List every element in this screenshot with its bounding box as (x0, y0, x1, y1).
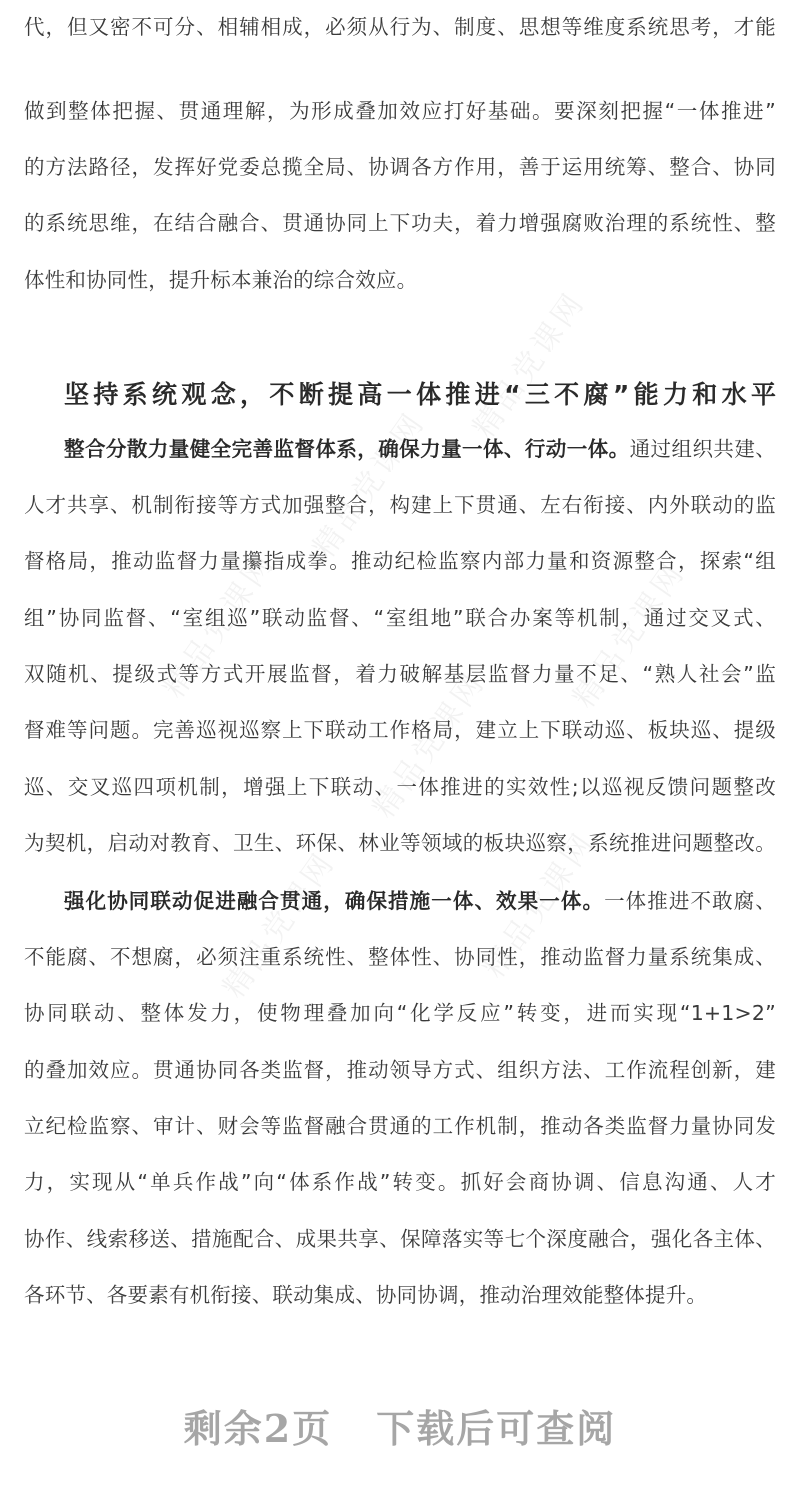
paragraph-lead-bold: 强化协同联动促进融合贯通，确保措施一体、效果一体。 (64, 889, 605, 913)
body-text-line: 为契机，启动对教育、卫生、环保、林业等领域的板块巡察，系统推进问题整改。 (24, 831, 776, 855)
watermark: 精品党课网 (476, 825, 603, 985)
body-text-line: 体性和协同性，提升标本兼治的综合效应。 (24, 268, 418, 292)
body-text-line: 督难等问题。完善巡视巡察上下联动工作格局，建立上下联动巡、板块巡、提级 (24, 718, 776, 742)
body-text-line: 各环节、各要素有机衔接、联动集成、协同协调，推动治理效能整体提升。 (24, 1283, 708, 1307)
watermark: 精品党课网 (466, 285, 593, 445)
section-heading: 坚持系统观念，不断提高一体推进“三不腐”能力和水平 (64, 380, 776, 409)
body-text-line: 协作、线索移送、措施配合、成果共享、保障落实等七个深度融合，强化各主体、 (24, 1227, 776, 1251)
body-text-line: 督格局，推动监督力量攥指成拳。推动纪检监察内部力量和资源整合，探索“组 (24, 549, 776, 573)
body-text-line: 不能腐、不想腐，必须注重系统性、整体性、协同性，推动监督力量系统集成、 (24, 945, 776, 969)
watermark: 精品党课网 (366, 665, 493, 825)
body-text-line: 双随机、提级式等方式开展监督，着力破解基层监督力量不足、“熟人社会”监 (24, 662, 776, 686)
paragraph-lead-bold: 整合分散力量健全完善监督体系，确保力量一体、行动一体。 (64, 437, 630, 461)
body-text-line: 的叠加效应。贯通协同各类监督，推动领导方式、组织方法、工作流程创新，建 (24, 1058, 776, 1082)
remaining-pages-label: 剩余2页 (183, 1406, 333, 1451)
body-text-line: 人才共享、机制衔接等方式加强整合，构建上下贯通、左右衔接、内外联动的监 (24, 493, 776, 517)
body-text-line: 做到整体把握、贯通理解，为形成叠加效应打好基础。要深刻把握“一体推进” (24, 99, 776, 123)
body-text-line: 代，但又密不可分、相辅相成，必须从行为、制度、思想等维度系统思考，才能 (24, 15, 776, 39)
body-text-line: 立纪检监察、审计、财会等监督融合贯通的工作机制，推动各类监督力量协同发 (24, 1114, 776, 1138)
watermark: 精品党课网 (566, 555, 693, 715)
watermark: 精品党课网 (156, 545, 283, 705)
paragraph-lead-line (64, 886, 776, 916)
body-text-line: 协同联动、整体发力，使物理叠加向“化学反应”转变，进而实现“1+1>2” (24, 1001, 776, 1025)
body-text-line: 组”协同监督、“室组巡”联动监督、“室组地”联合办案等机制，通过交叉式、 (24, 606, 776, 630)
body-text-line: 巡、交叉巡四项机制，增强上下联动、一体推进的实效性;以巡视反馈问题整改 (24, 775, 776, 799)
body-text-line: 的方法路径，发挥好党委总揽全局、协调各方作用，善于运用统筹、整合、协同 (24, 155, 776, 179)
paragraph-lead-text: 一体推进不敢腐、 (604, 889, 776, 913)
body-text-line: 力，实现从“单兵作战”向“体系作战”转变。抓好会商协调、信息沟通、人才 (24, 1170, 776, 1194)
paragraph-lead-text: 通过组织共建、 (629, 437, 776, 461)
watermark: 精品党课网 (306, 405, 433, 565)
paragraph-lead-line (64, 434, 776, 464)
watermark: 精品党课网 (216, 845, 343, 1005)
body-text-line: 的系统思维，在结合融合、贯通协同上下功夫，着力增强腐败治理的系统性、整 (24, 211, 776, 235)
download-prompt[interactable] (0, 1398, 800, 1453)
download-to-view-label: 下载后可查阅 (376, 1406, 617, 1451)
